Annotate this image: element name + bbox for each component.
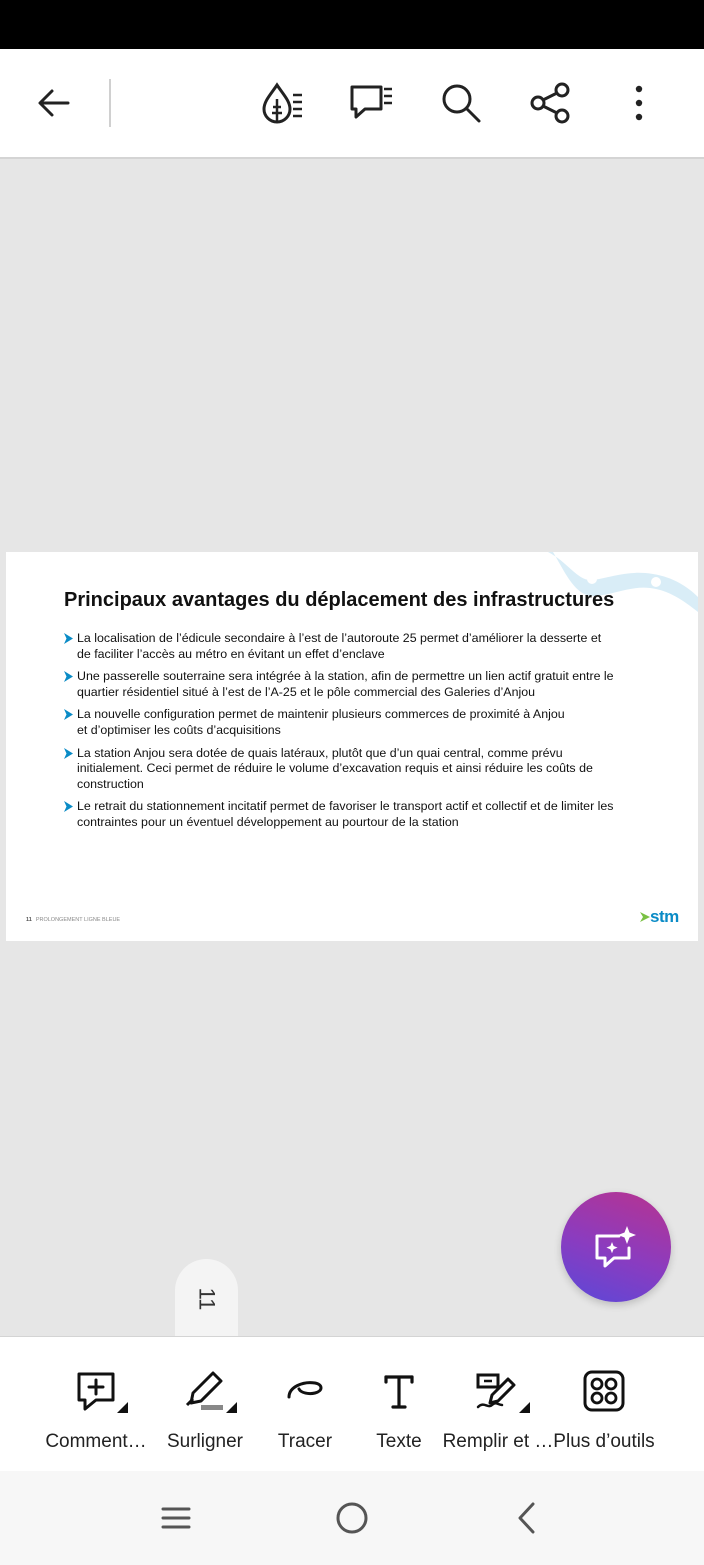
back-arrow-icon[interactable] (30, 79, 78, 127)
highlighter-icon (183, 1369, 227, 1413)
ai-assistant-button[interactable] (561, 1192, 671, 1302)
search-icon[interactable] (437, 79, 485, 127)
status-bar (0, 0, 704, 49)
dropdown-corner-icon (226, 1402, 237, 1413)
page-number-label: 11 (194, 1287, 220, 1311)
system-back-icon[interactable] (504, 1494, 552, 1542)
list-item (64, 707, 654, 738)
share-icon[interactable] (526, 79, 574, 127)
top-app-bar (0, 49, 704, 159)
stm-arrow-icon (640, 912, 650, 922)
apps-grid-icon (582, 1369, 626, 1413)
comments-list-icon[interactable] (347, 79, 395, 127)
fill-sign-tool-button[interactable] (444, 1337, 552, 1472)
page-number-indicator[interactable] (175, 1259, 238, 1339)
liquid-mode-icon[interactable] (257, 79, 305, 127)
chevron-bullet-icon (64, 801, 73, 812)
bullet-text: Le retrait du stationnement incitatif permet de favoriser le transport actif et collectif et de limiter les contraintes pour un éventuel développement au pourtour de la station (77, 799, 614, 829)
list-item (64, 669, 654, 700)
bullet-text: La station Anjou sera dotée de quais latéraux, plutôt que d’un quai central, comme prévu initialement. Ceci permet de réduire le volume d’excavation requis et ainsi réduire les coûts de construction (77, 745, 593, 791)
highlight-tool-button[interactable] (160, 1337, 250, 1472)
text-t-icon (377, 1369, 421, 1413)
tool-label: Surligner (166, 1431, 244, 1452)
document-viewer[interactable] (0, 161, 704, 1336)
tool-label: Texte (376, 1431, 422, 1452)
recent-apps-icon[interactable] (152, 1494, 200, 1542)
page-footer (26, 917, 120, 923)
draw-tool-button[interactable] (264, 1337, 346, 1472)
system-nav-bar (0, 1471, 704, 1565)
text-tool-button[interactable] (358, 1337, 440, 1472)
footer-page-number: 11 (26, 917, 32, 923)
bottom-tools-bar (0, 1336, 704, 1471)
bullet-text: La localisation de l’édicule secondaire à l’est de l’autoroute 25 permet d’améliorer la desserte et de faciliter l’accès au métro en évitant un effet d’enclave (77, 631, 602, 661)
footer-text: PROLONGEMENT LIGNE BLEUE (35, 917, 121, 923)
chevron-bullet-icon (64, 671, 73, 682)
comment-tool-button[interactable] (40, 1337, 152, 1472)
list-item (64, 631, 654, 662)
tool-label: Plus d’outils (553, 1431, 655, 1452)
chevron-bullet-icon (64, 633, 73, 644)
bullet-text: Une passerelle souterraine sera intégrée à la station, afin de permettre un lien actif gratuit entre le quartier résidentiel situé à l’est de l’A-25 et le pôle commercial des Galeries d’Anjou (77, 669, 614, 699)
ai-chat-sparkle-icon (591, 1222, 641, 1272)
fill-and-sign-icon (474, 1369, 522, 1413)
toolbar-divider (109, 79, 111, 127)
page-title: Principaux avantages du déplacement des infrastructures (64, 589, 615, 611)
dropdown-corner-icon (117, 1402, 128, 1413)
list-item (64, 799, 654, 830)
dropdown-corner-icon (519, 1402, 530, 1413)
more-options-icon[interactable] (615, 79, 663, 127)
chevron-bullet-icon (64, 748, 73, 759)
bullet-text: La nouvelle configuration permet de maintenir plusieurs commerces de proximité à Anjou et d’optimiser les coûts d’acquisitions (77, 707, 565, 737)
logo-text: stm (650, 907, 679, 926)
freehand-draw-icon (283, 1369, 327, 1413)
more-tools-button[interactable] (552, 1337, 656, 1472)
tool-label: Comment… (45, 1431, 147, 1452)
tool-label: Tracer (277, 1431, 333, 1452)
add-comment-icon (74, 1369, 118, 1413)
stm-logo (640, 906, 686, 928)
list-item (64, 746, 654, 793)
home-icon[interactable] (328, 1494, 376, 1542)
tool-label: Remplir et … (442, 1431, 554, 1452)
bullet-list (64, 631, 654, 838)
pdf-page[interactable] (6, 552, 698, 941)
chevron-bullet-icon (64, 709, 73, 720)
